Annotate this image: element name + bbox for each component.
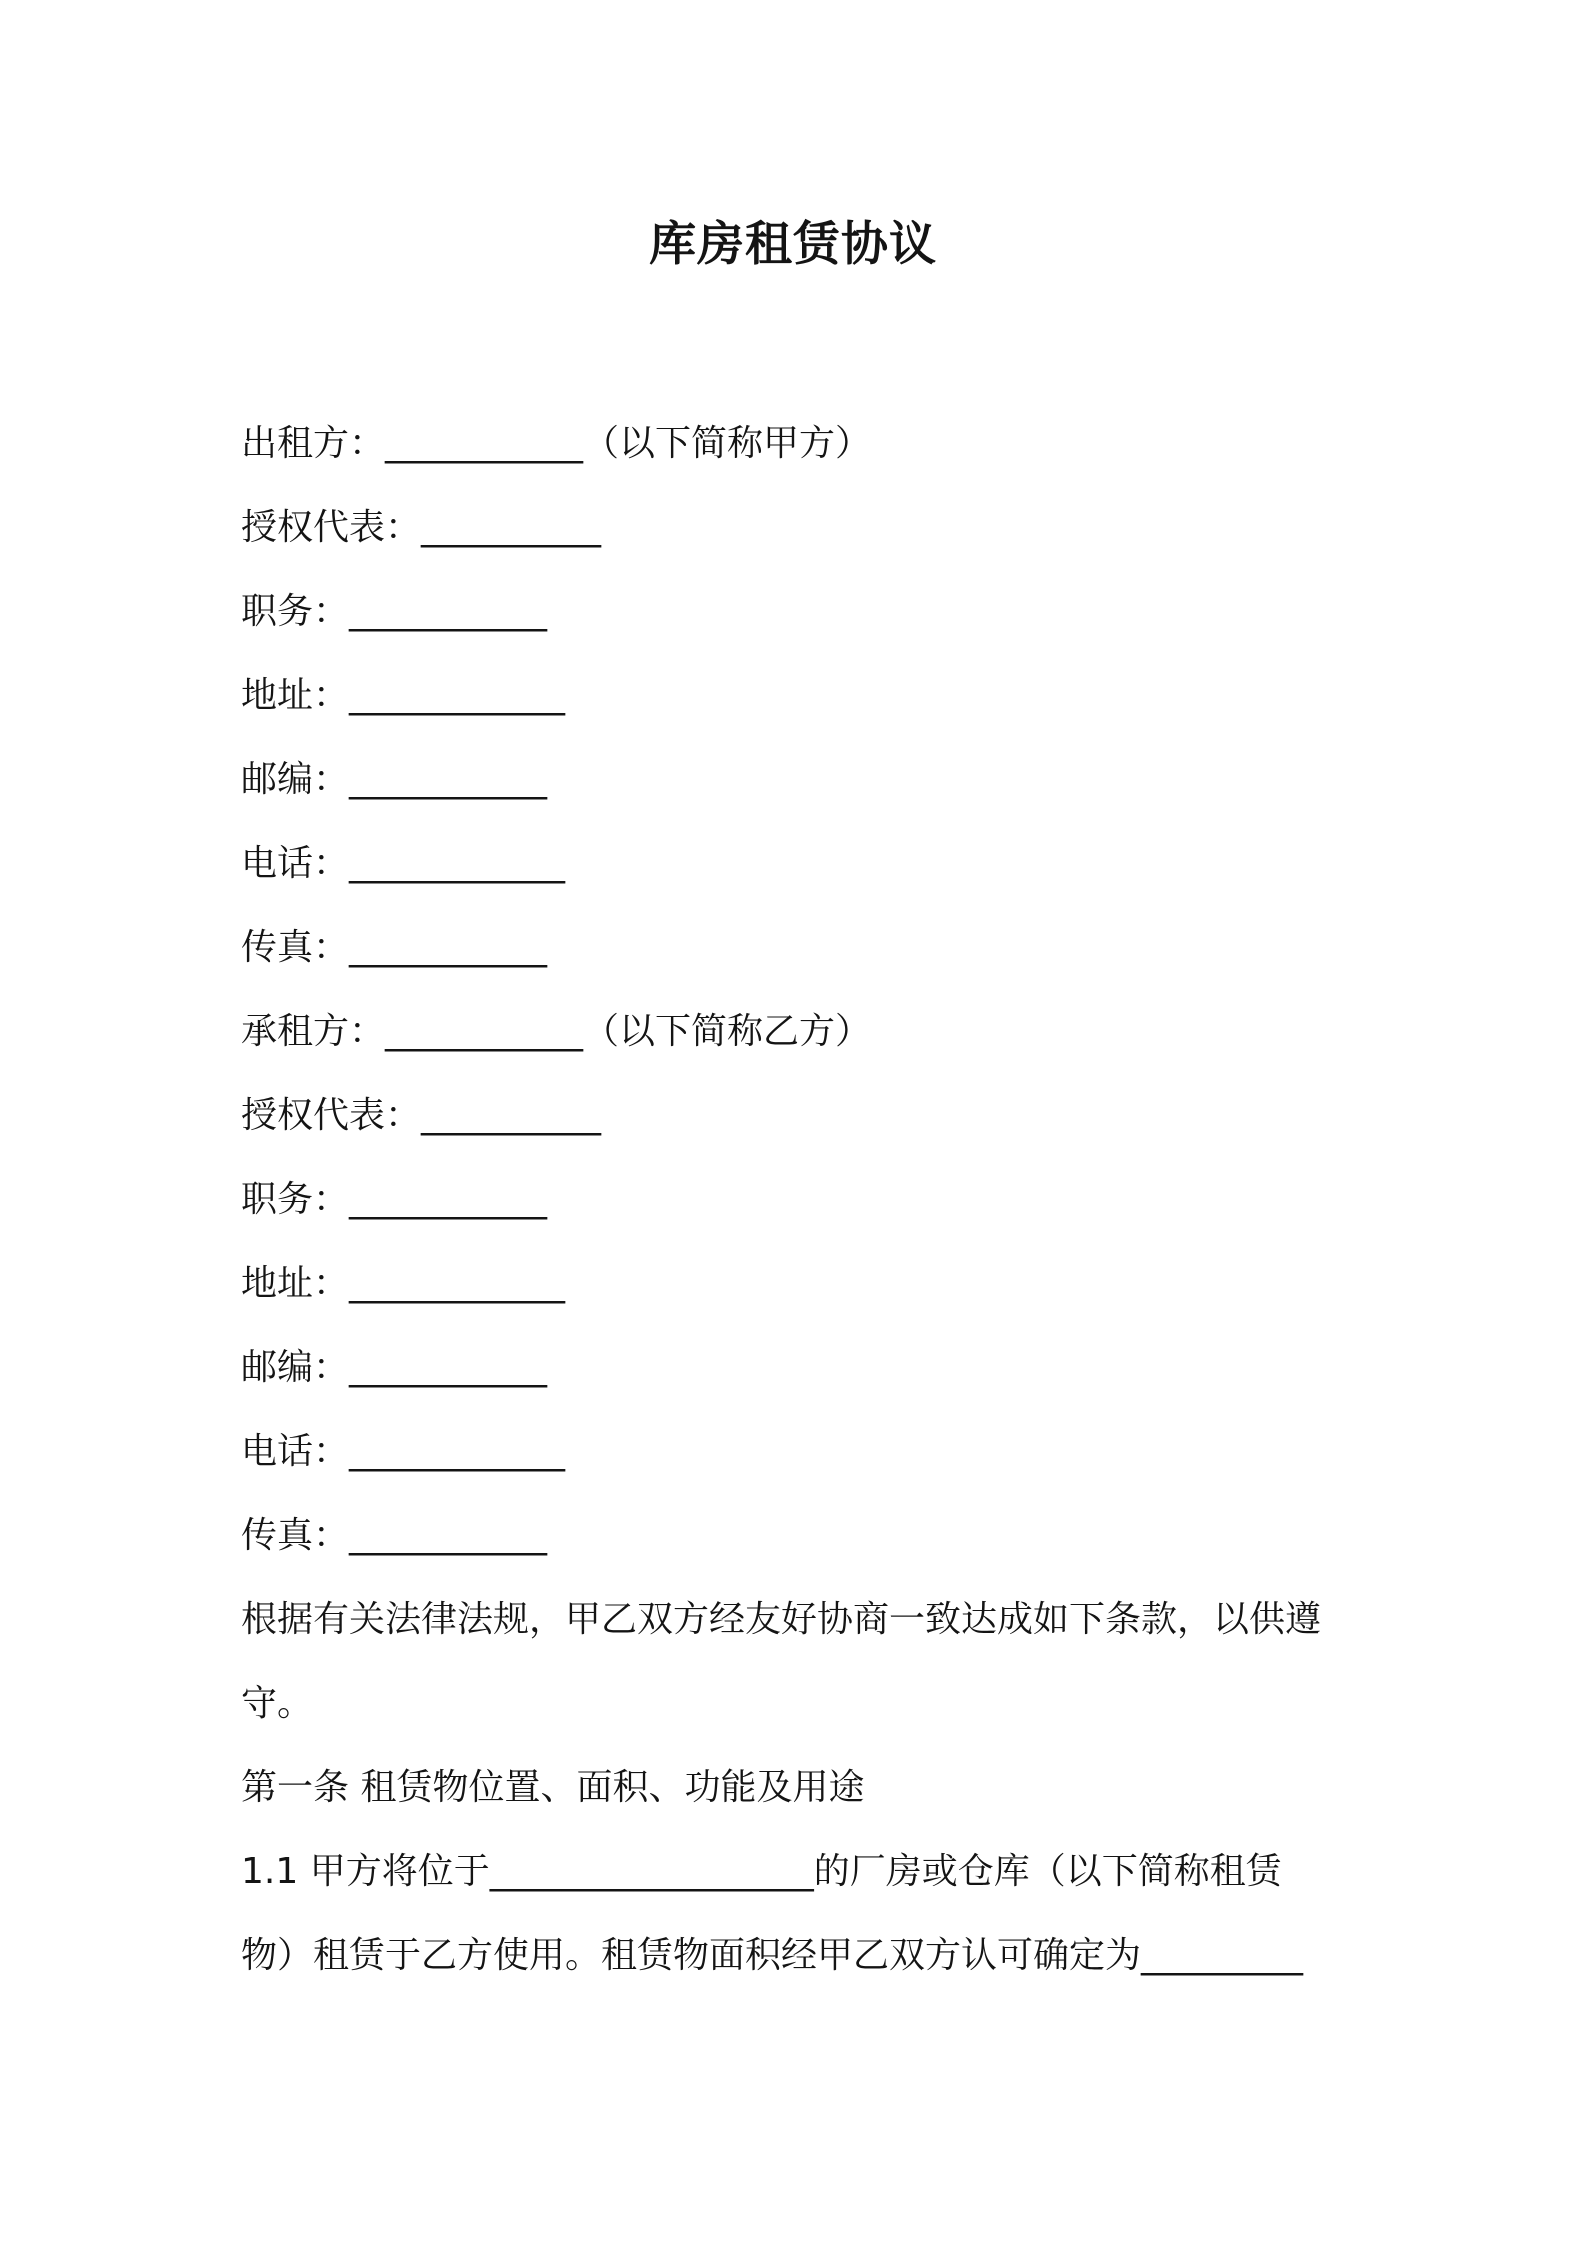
document-title: 库房租赁协议: [649, 217, 937, 272]
lessor-phone-line: 电话：____________: [241, 843, 566, 884]
lessee-address-line: 地址：____________: [241, 1263, 566, 1304]
article-one-heading: 第一条 租赁物位置、面积、功能及用途: [241, 1767, 865, 1808]
lessee-fax-line: 传真：___________: [241, 1515, 548, 1556]
clause-1-1-continuation-line: 物）租赁于乙方使用。租赁物面积经甲乙双方认可确定为_________: [241, 1935, 1304, 1976]
lessor-position-line: 职务：___________: [241, 591, 548, 632]
document-body: [241, 402, 1361, 1998]
clause-1-1-line: 1.1 甲方将位于__________________的厂房或仓库（以下简称租赁: [241, 1851, 1282, 1892]
preamble-continuation-line: 守。: [241, 1683, 314, 1724]
preamble-line: 根据有关法律法规，甲乙双方经友好协商一致达成如下条款，以供遵: [241, 1599, 1322, 1640]
lessee-phone-line: 电话：____________: [241, 1431, 566, 1472]
lessor-postcode-line: 邮编：___________: [241, 759, 548, 800]
lessee-position-line: 职务：___________: [241, 1179, 548, 1220]
lessee-line: 承租方：___________（以下简称乙方）: [241, 1011, 872, 1052]
lessor-address-line: 地址：____________: [241, 675, 566, 716]
lessor-representative-line: 授权代表：__________: [241, 507, 602, 548]
lessee-postcode-line: 邮编：___________: [241, 1347, 548, 1388]
lessor-fax-line: 传真：___________: [241, 927, 548, 968]
lessee-representative-line: 授权代表：__________: [241, 1095, 602, 1136]
lessor-line: 出租方：___________（以下简称甲方）: [241, 423, 872, 464]
